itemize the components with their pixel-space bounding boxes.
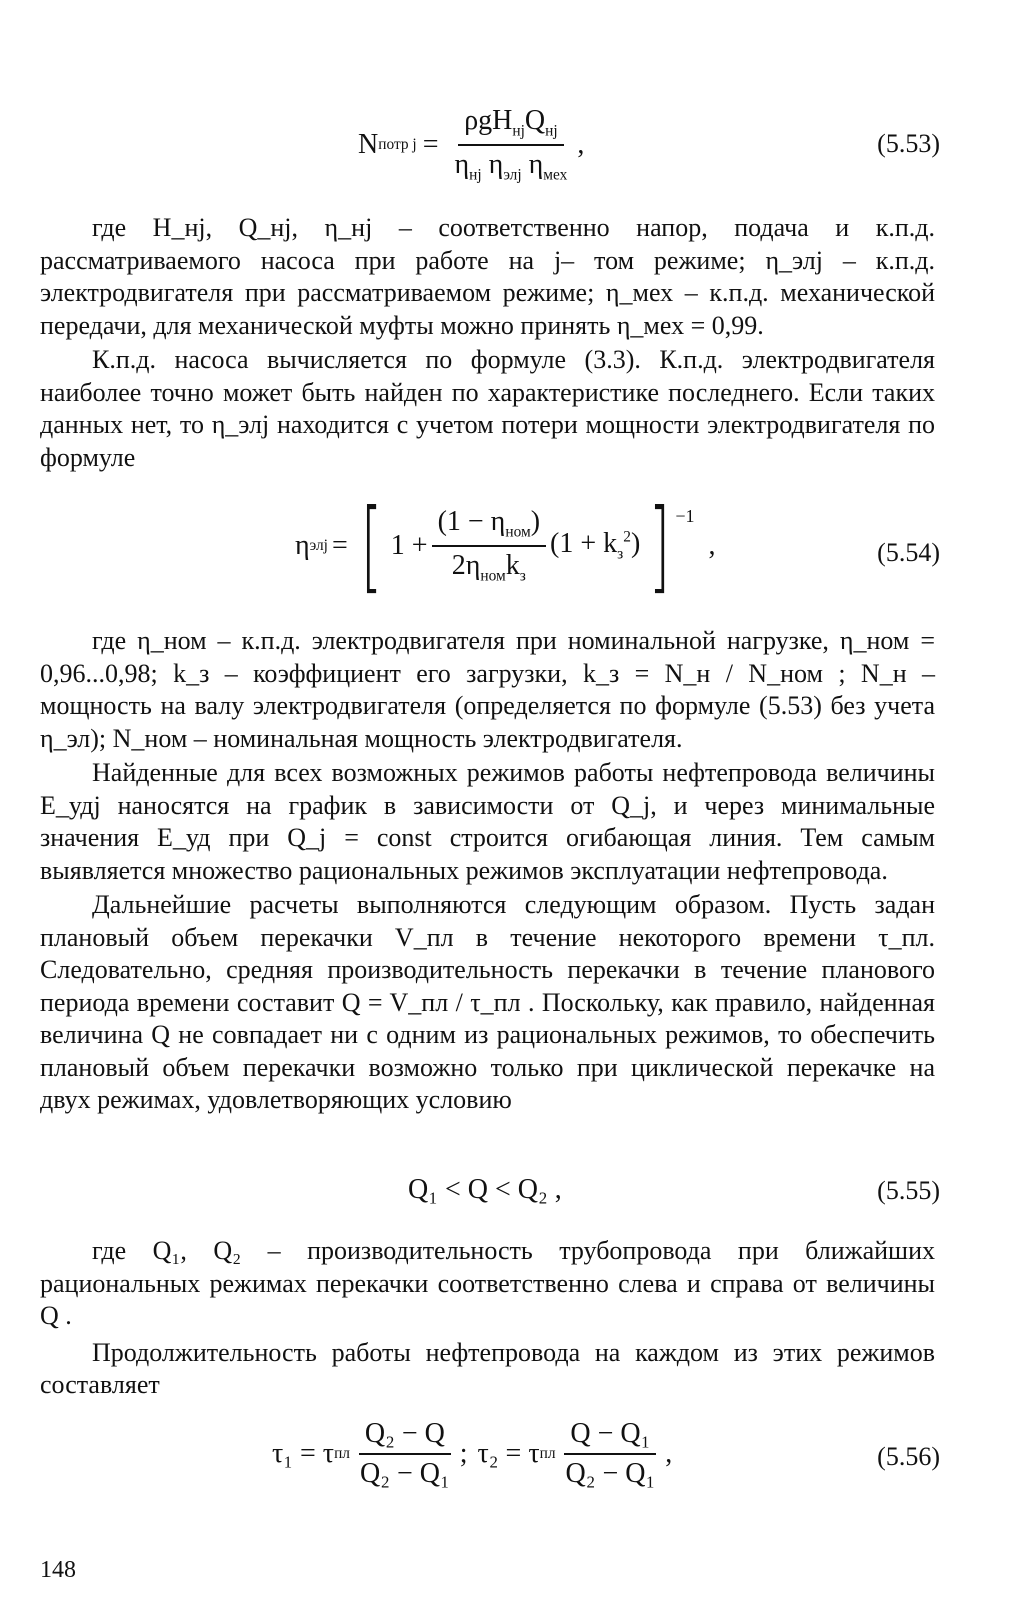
fraction-numerator: $\rho gH_{нj}Q_{нj}$ [458, 105, 563, 146]
equation-exponent: −1 [675, 506, 695, 526]
equation-factor: $(1 + k_з^2)$ [550, 528, 641, 563]
equation-5-56 [40, 1410, 940, 1505]
paragraph-further-calcs: Дальнейшие расчеты выполняются следующим образом. Пусть задан плановый объем перекачки V_пл в течение некоторого времени τ_пл. Следовательно, средняя производительность перекачки в течение планового периода времени составит Q = V_пл / τ_пл . Поскольку, как правило, найденная величина Q не совпадает ни с одним из рациональных режимов, то обеспечить плановый объем перекачки возможно только при циклической перекачке на двух режимах, удовлетворяющих условию [40, 890, 935, 1114]
text-block-1 [40, 212, 935, 474]
paragraph-duration: Продолжительность работы нефтепровода на каждом из этих режимов составляет [40, 1337, 935, 1399]
equation-symbol: N [358, 128, 379, 160]
left-bracket: [ [360, 487, 382, 604]
equation-term: τ₁ = τ [272, 1438, 335, 1469]
fraction-denominator: Q₂ − Q₁ [359, 1458, 450, 1489]
fraction-denominator: $2\eta_{ном}k_з$ [451, 550, 526, 585]
equation-5-56-formula [272, 1418, 672, 1490]
equation-symbol: η [295, 530, 310, 561]
fraction-denominator: $\eta_{нj}$ $\eta_{элj}$ $\eta_{мех}$ [454, 148, 568, 184]
equation-subscript: пл [334, 1445, 350, 1462]
paragraph-efficiency: К.п.д. насоса вычисляется по формуле (3.3). К.п.д. электродвигателя наиболее точно может быть найден по характеристике последнего. Если таких данных нет, то η_элj находится с учетом потери мощности электродвигателя по формуле [40, 345, 935, 472]
equation-term: 1 + [390, 530, 428, 561]
fraction-denominator: Q₂ − Q₁ [565, 1458, 656, 1489]
equals-sign: = [422, 128, 439, 160]
equation-number: (5.55) [877, 1176, 940, 1205]
equation-5-54-formula [295, 487, 716, 604]
page-number: 148 [40, 1557, 76, 1583]
paragraph-where-pump: где H_нj, Q_нj, η_нj – соответственно напор, подача и к.п.д. рассматриваемого насоса при работе на j– том режиме; η_элj – к.п.д. электродвигателя при рассматриваемом режиме; η_мех – к.п.д. механической передачи, для механической муфты можно принять η_мех = 0,99. [40, 213, 935, 340]
equation-subscript: элj [309, 537, 328, 554]
equals-sign: = [331, 530, 348, 561]
equation-5-53-formula [358, 105, 584, 184]
text-block-2 [40, 625, 935, 1117]
equation-fraction [449, 105, 574, 184]
equation-5-53 [40, 95, 940, 195]
equation-comma: , [577, 128, 585, 160]
equation-5-54 [40, 487, 940, 608]
equation-5-55 [40, 1168, 940, 1218]
paragraph-where-motor: где η_ном – к.п.д. электродвигателя при номинальной нагрузке, η_ном = 0,96...0,98; k_з – коэффициент его загрузки, k_з = N_н / N_ном ; N_н – мощность на валу электродвигателя (определяется по формуле (5.53) без учета η_эл); N_ном – номинальная мощность электродвигателя. [40, 626, 935, 753]
equation-subscript: потр j [378, 135, 417, 153]
equation-fraction-2 [560, 1418, 662, 1490]
equation-comma: , [665, 1438, 673, 1469]
equation-number: (5.56) [877, 1442, 940, 1471]
equation-comma: , [708, 530, 716, 561]
fraction-numerator: $(1 - \eta_{ном})$ [432, 506, 546, 547]
equation-number: (5.53) [877, 129, 940, 158]
paragraph-found-values: Найденные для всех возможных режимов работы нефтепровода величины E_удj наносятся на график в зависимости от Q_j, и через минимальные значения E_уд при Q_j = const строится огибающая линия. Тем самым выявляется множество рациональных режимов эксплуатации нефтепровода. [40, 758, 935, 885]
equation-5-55-formula: Q₁ < Q < Q₂ , [408, 1174, 562, 1205]
text-block-3 [40, 1235, 935, 1402]
equation-subscript: пл [539, 1445, 556, 1462]
equation-term: τ₂ = τ [477, 1438, 540, 1469]
equation-fraction-1 [354, 1418, 456, 1490]
fraction-numerator: Q − Q₁ [564, 1418, 656, 1455]
equation-number: (5.54) [877, 538, 940, 567]
equation-fraction [432, 506, 546, 585]
right-bracket: ] [649, 487, 671, 604]
equation-separator: ; [459, 1438, 468, 1469]
fraction-numerator: Q₂ − Q [359, 1418, 451, 1455]
paragraph-where-q: где Q₁, Q₂ – производительность трубопровода при ближайших рациональных режимах перекачки соответственно слева и справа от величины Q . [40, 1236, 935, 1330]
